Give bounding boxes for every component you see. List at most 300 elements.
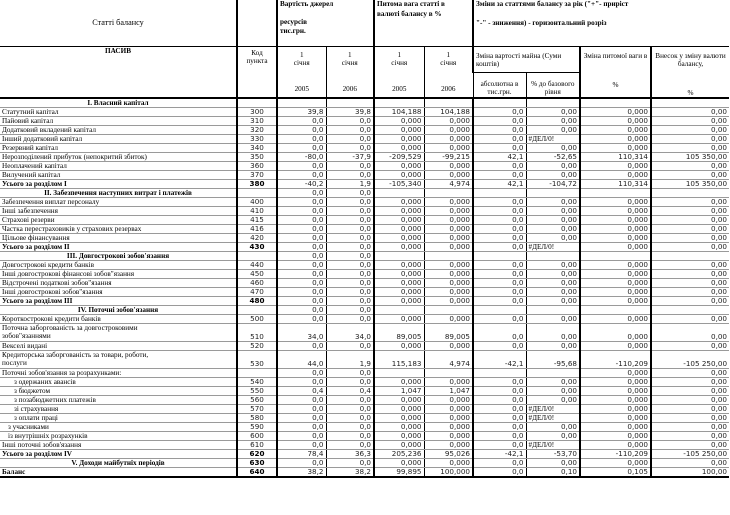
share-2005: [374, 98, 424, 108]
change-share: 0,000: [580, 431, 651, 440]
change-absolute: 0,0: [473, 440, 526, 449]
share-2006: 0,000: [424, 215, 473, 224]
change-share: 110,314: [580, 179, 651, 188]
row-code: 630: [237, 458, 277, 467]
value-2005: 0,0: [277, 296, 326, 305]
row-code: 415: [237, 215, 277, 224]
change-absolute: 0,0: [473, 125, 526, 134]
value-2006: 0,0: [326, 242, 374, 251]
value-2005: 0,0: [277, 188, 326, 197]
row-label: [0, 323, 237, 341]
change-absolute: [473, 188, 526, 197]
row-code: 400: [237, 197, 277, 206]
table-row: [0, 449, 729, 458]
value-2005: 0,0: [277, 134, 326, 143]
row-code: [237, 188, 277, 197]
contribution: 0,00: [651, 368, 729, 377]
value-2005: 0,0: [277, 458, 326, 467]
row-code: 420: [237, 233, 277, 242]
row-code: 620: [237, 449, 277, 458]
change-pct-base: #ДЕЛ/0!: [526, 440, 580, 449]
row-code: 330: [237, 134, 277, 143]
value-2005: 0,0: [277, 341, 326, 350]
row-code: 480: [237, 296, 277, 305]
value-2005: 0,0: [277, 206, 326, 215]
share-2006: 4,974: [424, 350, 473, 368]
table-row: [0, 431, 729, 440]
row-label-line2: зобов"язаннями: [2, 332, 51, 340]
contribution-label: Внесок у зміну валюти балансу,: [655, 51, 726, 68]
header-sources-line1: Вартість джерел: [280, 0, 334, 8]
table-row: [0, 251, 729, 260]
section-heading: V. Доходи майбутніх періодів: [0, 458, 237, 467]
share-2006: 0,000: [424, 224, 473, 233]
share-2006: 0,000: [424, 170, 473, 179]
month-label: січня: [341, 58, 358, 67]
change-share: 0,000: [580, 224, 651, 233]
value-2005: 0,0: [277, 143, 326, 152]
change-share: [580, 98, 651, 108]
table-row: [0, 269, 729, 278]
value-2006: 0,0: [326, 125, 374, 134]
table-row: [0, 107, 729, 116]
contribution: [651, 98, 729, 108]
table-body: [0, 98, 729, 477]
table-row: [0, 242, 729, 251]
share-2006: 89,005: [424, 323, 473, 341]
row-label: Інші поточні зобов'язання: [0, 440, 237, 449]
change-share: 0,000: [580, 170, 651, 179]
table-row: [0, 368, 729, 377]
row-label-line1: Кредиторська заборгованість за товари, роботи,: [2, 350, 149, 359]
change-pct-base: 0,00: [526, 143, 580, 152]
change-share: 0,000: [580, 116, 651, 125]
pct-label: %: [687, 88, 694, 97]
change-pct-base: 0,00: [526, 260, 580, 269]
contribution: 0,00: [651, 422, 729, 431]
row-code: 610: [237, 440, 277, 449]
value-2005: 0,0: [277, 368, 326, 377]
table-row: [0, 440, 729, 449]
share-2006: 0,000: [424, 125, 473, 134]
row-code: 520: [237, 341, 277, 350]
change-absolute: 0,0: [473, 314, 526, 323]
share-2006: 0,000: [424, 242, 473, 251]
value-2005: 0,0: [277, 116, 326, 125]
change-share: 0,000: [580, 422, 651, 431]
change-pct-base: [526, 188, 580, 197]
row-code: 310: [237, 116, 277, 125]
row-label: Інші довгострокові зобов"язання: [0, 287, 237, 296]
change-share: 0,000: [580, 134, 651, 143]
value-2005: 0,0: [277, 278, 326, 287]
value-2006: 0,0: [326, 143, 374, 152]
row-code: 600: [237, 431, 277, 440]
contribution: 0,00: [651, 386, 729, 395]
row-label: Усього за розділом ІІІ: [0, 296, 237, 305]
row-code: 410: [237, 206, 277, 215]
row-label: з бюджетом: [0, 386, 237, 395]
value-2005: 0,0: [277, 287, 326, 296]
value-2006: 0,0: [326, 197, 374, 206]
row-label: з учасниками: [0, 422, 237, 431]
table-row: [0, 467, 729, 477]
row-code: 640: [237, 467, 277, 477]
row-code: 500: [237, 314, 277, 323]
row-code: [237, 98, 277, 108]
change-share: 0,000: [580, 206, 651, 215]
value-2005: 38,2: [277, 467, 326, 477]
value-2006: 0,0: [326, 413, 374, 422]
value-2006: 38,2: [326, 467, 374, 477]
value-2005: -40,2: [277, 179, 326, 188]
contribution: 0,00: [651, 116, 729, 125]
change-pct-base: 0,00: [526, 233, 580, 242]
row-code: [237, 368, 277, 377]
change-share: -110,209: [580, 449, 651, 458]
row-code: 540: [237, 377, 277, 386]
header-sources-value: [277, 0, 374, 46]
table-row: [0, 287, 729, 296]
change-pct-base: #ДЕЛ/0!: [526, 242, 580, 251]
value-2005: -80,0: [277, 152, 326, 161]
value-2005: 0,0: [277, 215, 326, 224]
share-2006: 0,000: [424, 413, 473, 422]
change-absolute: 0,0: [473, 143, 526, 152]
header-changes-line2: "-" - зниження) - горизонтальний розріз: [476, 19, 607, 27]
row-label: Інші довгострокові фінансові зобов"язання: [0, 269, 237, 278]
share-2006: 0,000: [424, 314, 473, 323]
year-label: 2006: [441, 84, 456, 93]
row-label: Поточні зобов'язання за розрахунками:: [0, 368, 237, 377]
change-share: 0,000: [580, 368, 651, 377]
share-2006: 0,000: [424, 341, 473, 350]
change-pct-base: 0,10: [526, 467, 580, 477]
share-2005: 0,000: [374, 125, 424, 134]
change-pct-base: 0,00: [526, 287, 580, 296]
share-2005: 0,000: [374, 413, 424, 422]
change-share: [580, 188, 651, 197]
share-2005: 0,000: [374, 440, 424, 449]
header-articles: Статті балансу: [0, 0, 237, 46]
change-absolute: 0,0: [473, 242, 526, 251]
change-absolute: [473, 305, 526, 314]
change-absolute: 0,0: [473, 161, 526, 170]
value-2005: 0,0: [277, 242, 326, 251]
share-2006: 0,000: [424, 116, 473, 125]
table-row: [0, 413, 729, 422]
row-label: Баланс: [0, 467, 237, 477]
change-absolute: 42,1: [473, 179, 526, 188]
change-pct-base: [526, 305, 580, 314]
change-pct-base: 0,00: [526, 206, 580, 215]
change-share: 0,000: [580, 458, 651, 467]
change-share: 0,000: [580, 440, 651, 449]
change-pct-base: -95,68: [526, 350, 580, 368]
value-2006: 0,0: [326, 404, 374, 413]
row-label: Забезпечення виплат персоналу: [0, 197, 237, 206]
change-share: -110,209: [580, 350, 651, 368]
row-code: 530: [237, 350, 277, 368]
table-row: [0, 170, 729, 179]
row-code: 470: [237, 287, 277, 296]
value-2005: 0,0: [277, 125, 326, 134]
header-col-2005-value: [277, 46, 326, 98]
change-share: 0,000: [580, 269, 651, 278]
change-share: 0,105: [580, 467, 651, 477]
row-code: [237, 251, 277, 260]
contribution: 0,00: [651, 197, 729, 206]
change-absolute: [473, 251, 526, 260]
change-share: 0,000: [580, 404, 651, 413]
change-pct-base: 0,00: [526, 314, 580, 323]
share-2005: [374, 368, 424, 377]
contribution: 0,00: [651, 107, 729, 116]
value-2006: 0,0: [326, 377, 374, 386]
change-share: 0,000: [580, 377, 651, 386]
value-2006: 39,8: [326, 107, 374, 116]
change-share: [580, 305, 651, 314]
value-2005: [277, 98, 326, 108]
month-label: січня: [391, 58, 408, 67]
table-row: [0, 206, 729, 215]
change-share: 0,000: [580, 143, 651, 152]
row-label: Векселі видані: [0, 341, 237, 350]
value-2006: 0,0: [326, 206, 374, 215]
contribution: 0,00: [651, 323, 729, 341]
share-2005: 0,000: [374, 422, 424, 431]
share-2006: 0,000: [424, 440, 473, 449]
row-label: Відстрочені податкові зобов"язання: [0, 278, 237, 287]
value-2006: 0,0: [326, 296, 374, 305]
change-absolute: 0,0: [473, 296, 526, 305]
value-2006: 0,0: [326, 161, 374, 170]
table-row: [0, 422, 729, 431]
share-2005: -105,340: [374, 179, 424, 188]
table-row: [0, 296, 729, 305]
value-2005: 0,0: [277, 233, 326, 242]
header-code-blank: [237, 0, 277, 46]
share-2005: 0,000: [374, 215, 424, 224]
header-col-2006-share: [424, 46, 473, 98]
value-2005: 0,0: [277, 170, 326, 179]
row-label-line1: Поточна заборгованість за довгостроковими: [2, 323, 138, 332]
change-share: 0,000: [580, 413, 651, 422]
change-absolute: 0,0: [473, 134, 526, 143]
share-2006: [424, 368, 473, 377]
share-2005: 0,000: [374, 314, 424, 323]
contribution: 0,00: [651, 296, 729, 305]
share-2005: 0,000: [374, 395, 424, 404]
header-change-value: Зміна вартості майна (Суми коштів): [473, 46, 580, 72]
share-2005: 0,000: [374, 242, 424, 251]
change-pct-base: 0,00: [526, 125, 580, 134]
value-2006: 0,0: [326, 395, 374, 404]
value-2005: 0,0: [277, 314, 326, 323]
header-col-2005-share: [374, 46, 424, 98]
value-2006: 0,0: [326, 314, 374, 323]
contribution: 0,00: [651, 413, 729, 422]
change-pct-base: 0,00: [526, 170, 580, 179]
value-2006: 0,0: [326, 260, 374, 269]
change-absolute: 0,0: [473, 287, 526, 296]
change-share-label: Зміна питомої ваги в: [583, 51, 648, 60]
value-2006: -37,9: [326, 152, 374, 161]
table-row: [0, 161, 729, 170]
contribution: [651, 251, 729, 260]
change-absolute: 0,0: [473, 260, 526, 269]
change-share: 110,314: [580, 152, 651, 161]
change-share: 0,000: [580, 197, 651, 206]
change-absolute: 0,0: [473, 206, 526, 215]
value-2005: 0,0: [277, 251, 326, 260]
share-2005: 0,000: [374, 260, 424, 269]
change-pct-base: 0,00: [526, 386, 580, 395]
share-2005: 0,000: [374, 377, 424, 386]
row-label: з оплати праці: [0, 413, 237, 422]
contribution: 0,00: [651, 125, 729, 134]
share-2006: 0,000: [424, 296, 473, 305]
change-absolute: 0,0: [473, 341, 526, 350]
share-2006: 0,000: [424, 143, 473, 152]
value-2006: 0,0: [326, 188, 374, 197]
value-2006: 0,0: [326, 269, 374, 278]
table-row: [0, 350, 729, 368]
table-row: [0, 125, 729, 134]
row-label: Короткострокові кредити банків: [0, 314, 237, 323]
contribution: 0,00: [651, 458, 729, 467]
share-2006: 4,974: [424, 179, 473, 188]
change-share: 0,000: [580, 287, 651, 296]
change-share: 0,000: [580, 278, 651, 287]
share-2005: 0,000: [374, 134, 424, 143]
row-code: 510: [237, 323, 277, 341]
contribution: 0,00: [651, 440, 729, 449]
change-pct-base: 0,00: [526, 161, 580, 170]
contribution: 105 350,00: [651, 152, 729, 161]
value-2005: 0,0: [277, 395, 326, 404]
change-pct-base: 0,00: [526, 107, 580, 116]
contribution: 0,00: [651, 404, 729, 413]
share-2005: 99,895: [374, 467, 424, 477]
table-row: [0, 233, 729, 242]
table-row: [0, 98, 729, 108]
change-pct-base: 0,00: [526, 323, 580, 341]
change-absolute: 0,0: [473, 467, 526, 477]
change-share: 0,000: [580, 296, 651, 305]
change-share: 0,000: [580, 314, 651, 323]
month-label: січня: [440, 58, 457, 67]
row-label: Страхові резерви: [0, 215, 237, 224]
table-row: [0, 188, 729, 197]
share-2005: 1,047: [374, 386, 424, 395]
change-absolute: 0,0: [473, 116, 526, 125]
change-pct-base: 0,00: [526, 278, 580, 287]
value-2006: 0,0: [326, 341, 374, 350]
value-2005: 0,0: [277, 260, 326, 269]
row-label: [0, 350, 237, 368]
value-2005: 0,0: [277, 197, 326, 206]
pct-label: %: [612, 80, 619, 89]
contribution: 0,00: [651, 143, 729, 152]
row-code: 460: [237, 278, 277, 287]
row-label: Інший додатковий капітал: [0, 134, 237, 143]
row-code: 450: [237, 269, 277, 278]
change-absolute: 0,0: [473, 107, 526, 116]
change-absolute: -42,1: [473, 449, 526, 458]
contribution: 0,00: [651, 395, 729, 404]
table-row: [0, 458, 729, 467]
row-label: Цільове фінансування: [0, 233, 237, 242]
value-2006: 0,0: [326, 116, 374, 125]
table-row: [0, 278, 729, 287]
share-2005: [374, 305, 424, 314]
value-2006: 0,0: [326, 422, 374, 431]
row-label: Резервний капітал: [0, 143, 237, 152]
row-code: 300: [237, 107, 277, 116]
header-sources-line3: тис.грн.: [280, 27, 306, 35]
value-2006: [326, 98, 374, 108]
row-label: Інші забезпечення: [0, 206, 237, 215]
table-row: [0, 377, 729, 386]
row-label: Додатковий вкладений капітал: [0, 125, 237, 134]
contribution: 0,00: [651, 134, 729, 143]
contribution: 0,00: [651, 242, 729, 251]
share-2006: 0,000: [424, 134, 473, 143]
value-2006: 0,0: [326, 287, 374, 296]
row-code: 440: [237, 260, 277, 269]
table-row: [0, 404, 729, 413]
share-2006: 0,000: [424, 269, 473, 278]
value-2005: 0,0: [277, 422, 326, 431]
contribution: 0,00: [651, 206, 729, 215]
change-pct-base: 0,00: [526, 422, 580, 431]
contribution: 105 350,00: [651, 179, 729, 188]
share-2005: 0,000: [374, 287, 424, 296]
contribution: 0,00: [651, 269, 729, 278]
change-pct-base: -53,70: [526, 449, 580, 458]
value-2005: 0,0: [277, 440, 326, 449]
row-code: 350: [237, 152, 277, 161]
change-pct-base: 0,00: [526, 458, 580, 467]
value-2005: 0,0: [277, 413, 326, 422]
value-2005: 0,0: [277, 269, 326, 278]
change-absolute: 42,1: [473, 152, 526, 161]
row-code: 430: [237, 242, 277, 251]
row-label: з одержаних авансів: [0, 377, 237, 386]
share-2005: [374, 251, 424, 260]
value-2006: 0,0: [326, 431, 374, 440]
change-share: 0,000: [580, 341, 651, 350]
contribution: -105 250,00: [651, 449, 729, 458]
contribution: 0,00: [651, 377, 729, 386]
change-pct-base: 0,00: [526, 431, 580, 440]
header-changes: [473, 0, 729, 46]
value-2005: 0,0: [277, 305, 326, 314]
contribution: 100,00: [651, 467, 729, 477]
change-share: 0,000: [580, 233, 651, 242]
change-absolute: -42,1: [473, 350, 526, 368]
table-row: [0, 341, 729, 350]
change-pct-base: -104,72: [526, 179, 580, 188]
contribution: 0,00: [651, 233, 729, 242]
row-code: 380: [237, 179, 277, 188]
table-row: [0, 116, 729, 125]
header-col-2006-value: [326, 46, 374, 98]
contribution: -105 250,00: [651, 350, 729, 368]
share-2005: 0,000: [374, 341, 424, 350]
row-label: Вилучений капітал: [0, 170, 237, 179]
